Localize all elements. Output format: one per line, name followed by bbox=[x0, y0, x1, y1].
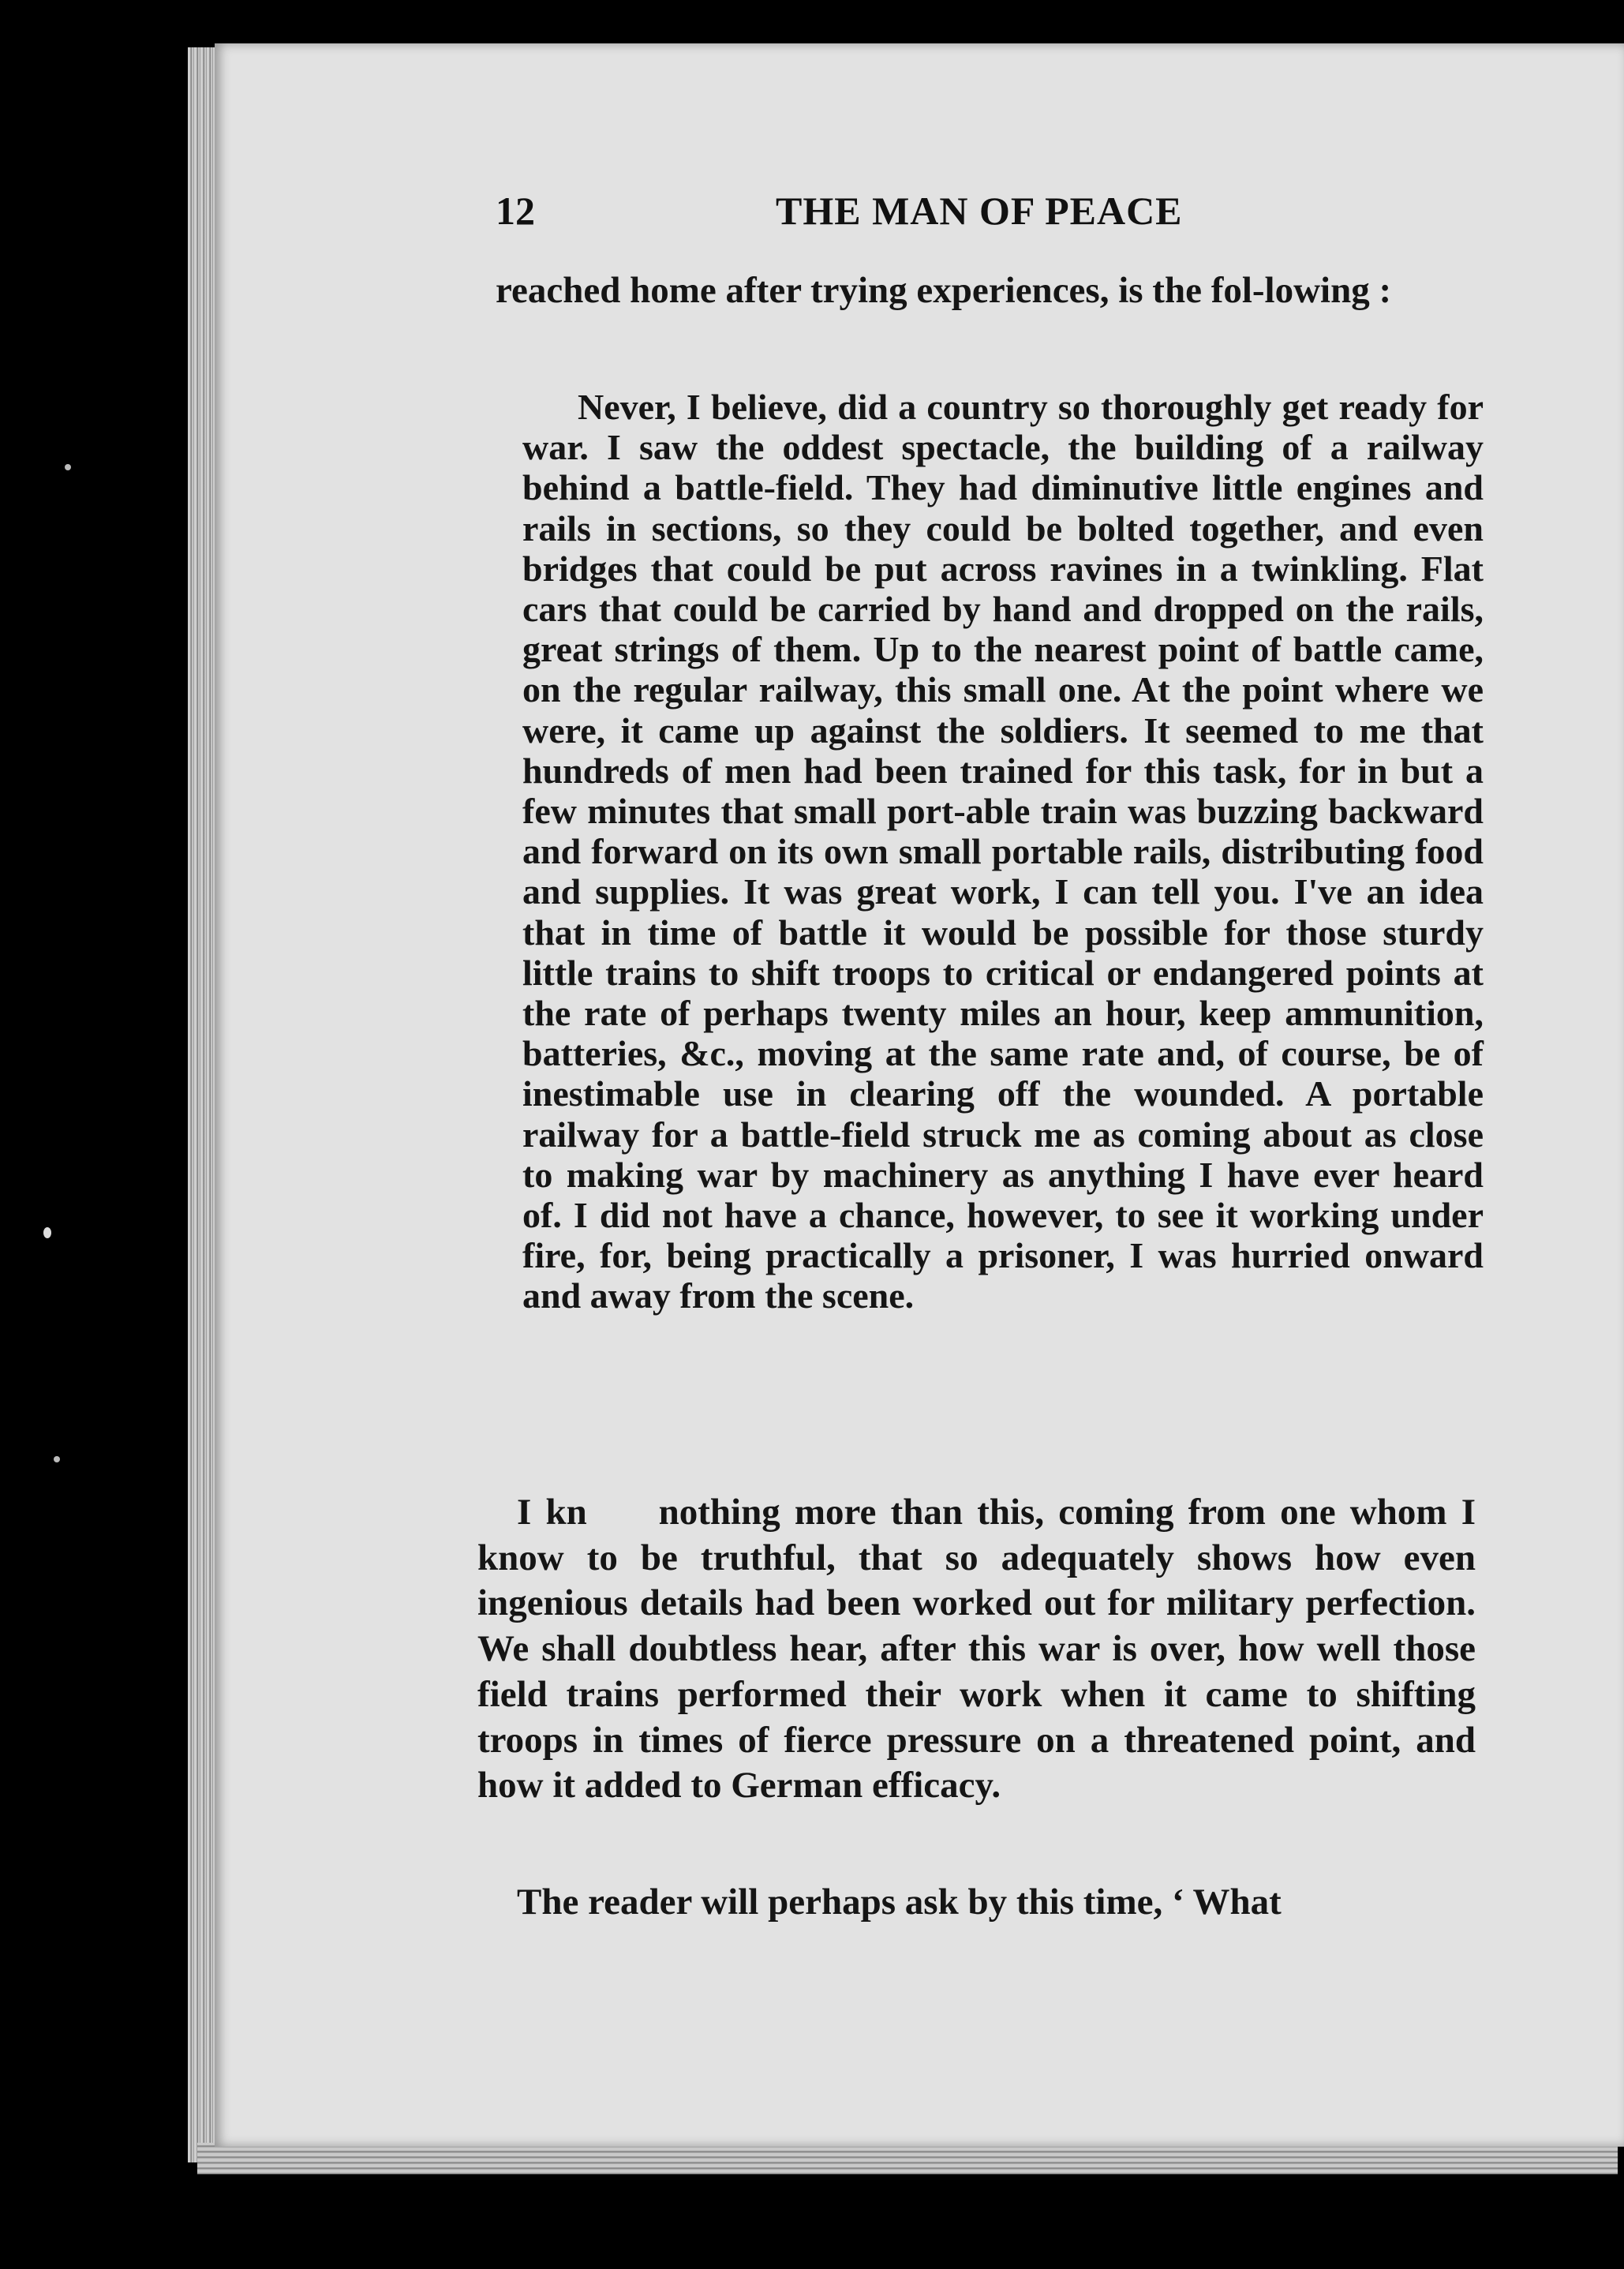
body-paragraph: The reader will perhaps ask by this time, ‘ What bbox=[517, 1881, 1282, 1923]
speck bbox=[65, 464, 71, 470]
body-paragraph: I kn nothing more than this, coming from one whom I know to be truthful, that so adequately shows how even ingenious details had been worked out for military perfection. We shall doubtless hear, after this war is over, how well those field trains performed their work when it came to shifting troops in times of fierce pressure on a threatened point, and how it added to German efficacy. bbox=[477, 1492, 1476, 1807]
running-head: THE MAN OF PEACE bbox=[776, 189, 1183, 233]
opening-paragraph: reached home after trying experiences, is the fol-lowing : bbox=[496, 270, 1392, 311]
speck bbox=[43, 1227, 51, 1238]
page-bottom-edge bbox=[197, 2143, 1618, 2174]
page-header bbox=[496, 188, 1490, 243]
quoted-passage: Never, I believe, did a country so thoroughly get ready for war. I saw the oddest spectacle, the building of a railway behind a battle-field. They had diminutive little engines and rails in sections, so they could be bolted together, and even bridges that could be put across ravines in a twinkling. Flat cars that could be carried by hand and dropped on the rails, great strings of them. Up to the nearest point of battle came, on the regular railway, this small one. At the point where we were, it came up against the soldiers. It seemed to me that hundreds of men had been trained for this task, for in but a few minutes that small port-able train was buzzing backward and forward on its own small portable rails, distributing food and supplies. It was great work, I can tell you. I've an idea that in time of battle it would be possible for those sturdy little trains to shift troops to critical or endangered points at the rate of perhaps twenty miles an hour, keep ammunition, batteries, &c., moving at the same rate and, of course, be of inestimable use in clearing off the wounded. A portable railway for a battle-field struck me as coming about as close to making war by machinery as anything I have ever heard of. I did not have a chance, however, to see it working under fire, for, being practically a prisoner, I was hurried onward and away from the scene. bbox=[522, 387, 1484, 1316]
page-number: 12 bbox=[496, 189, 535, 233]
speck bbox=[54, 1456, 60, 1462]
